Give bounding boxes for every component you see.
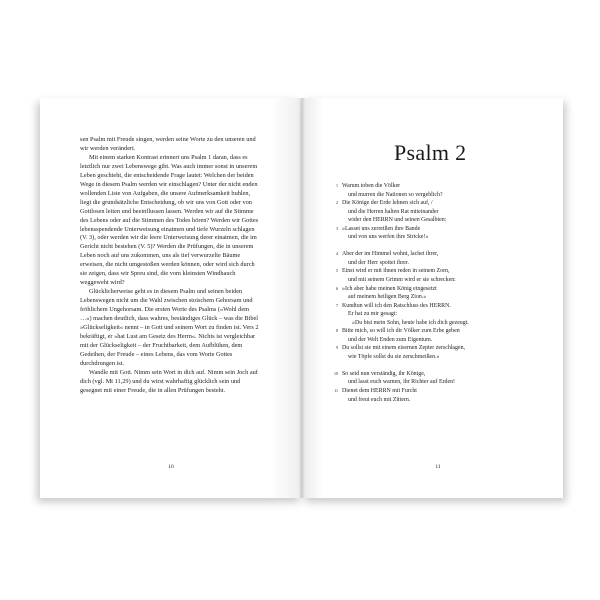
paragraph: Mit einem starken Kontrast erinnert uns Psalm 1 daran, dass es letztlich nur zwei Lebenswege gibt. Was auch immer sonst in unserem Leben geschieht, die entscheidende Frage lautet: Welchen der beiden Wege in diesem Psalm werden wir einschlagen? Unter der nicht enden wollenden Liste von Aufgaben, die unsere Aufmerksamkeit buhlen, liegt die grundsätzliche Entscheidung, ob wir uns von Gott oder von Gottlosen leiten und beeinflussen lassen. Werden wir auf die Stimme des Lebens oder auf die Stimmen des Todes hören? Werden wir Gottes lebensspendende Unterweisung einatmen und tiefe Wurzeln schlagen (V. 3), oder werden wir die leere Unterweisung derer einatmen, die im Gericht nicht bestehen (V. 5)? Werden die Prüfungen, die in unserem Leben noch auf uns zukommen, uns als tief verwurzelte Bäume erweisen, die nicht umgestoßen werden können, oder wird sich durch sie zeigen, dass wir Spreu sind, die vom kleinsten Windhauch weggeweht wird? xyxy=(80,153,259,287)
verse-line xyxy=(330,302,550,311)
verse-line xyxy=(330,199,550,208)
verse-text: Aber der im Himmel wohnt, lachet ihrer, xyxy=(342,251,439,258)
verse-number: 9 xyxy=(336,345,338,351)
verse-stanza xyxy=(330,370,550,404)
verse-text: und der Herr spottet ihrer. xyxy=(348,259,410,266)
verse-line xyxy=(330,216,550,225)
verse-line xyxy=(330,285,550,294)
verse-text: und mit seinem Grimm wird er sie schrecken: xyxy=(348,276,456,283)
verse-line xyxy=(330,344,550,353)
verse-line xyxy=(330,370,550,379)
verse-number: 6 xyxy=(336,285,338,291)
verse-text: Er hat zu mir gesagt: xyxy=(348,311,398,318)
verse-text: wie Töpfe sollst du sie zerschmeißen.« xyxy=(348,353,440,360)
verse-text: Du sollst sie mit einem eisernen Zepter zerschlagen, xyxy=(342,345,466,352)
verse-text: Die Könige der Erde lehnen sich auf, / xyxy=(342,200,433,207)
verse-text: Warum toben die Völker xyxy=(342,183,401,189)
verse-line xyxy=(330,310,550,319)
verse-text: Bitte mich, so will ich dir Völker zum Erbe geben xyxy=(342,328,460,335)
verse-number: 7 xyxy=(336,302,338,308)
right-page xyxy=(302,98,563,498)
verse-number: 10 xyxy=(334,370,338,376)
verse-line xyxy=(330,225,550,234)
verse-number: 11 xyxy=(334,388,338,394)
verse-text: »Du bist mein Sohn, heute habe ich dich gezeugt. xyxy=(352,319,469,326)
paragraph: sen Psalm mit Freude singen, werden seine Worte zu den unseren und wir werden verändert. xyxy=(80,136,256,152)
verse-line xyxy=(330,250,550,259)
verse-line xyxy=(330,319,550,328)
verse-text: »Ich aber habe meinen König eingesetzt xyxy=(342,285,437,292)
verse-line xyxy=(330,276,550,285)
verse-line xyxy=(330,233,550,242)
verse-number: 2 xyxy=(336,200,338,206)
verse-text: und murren die Nationen so vergeblich? xyxy=(348,191,443,198)
book-gutter xyxy=(299,98,305,498)
commentary-text xyxy=(80,136,262,396)
verse-text: Einst wird er mit ihnen reden in seinem Zorn, xyxy=(342,268,450,275)
verse-stanza xyxy=(330,250,550,361)
verse-text: und die Herren halten Rat miteinander xyxy=(348,208,439,215)
verse-text: und von uns werfen ihre Stricke!« xyxy=(348,234,429,241)
verse-text: und lasst euch warnen, ihr Richter auf Erden! xyxy=(348,379,455,386)
verse-line xyxy=(330,191,550,200)
paragraph: Glücklicherweise geht es in diesem Psalm und seinen beiden Lebenswegen nicht um die Wahl zwischen stoischem Gehorsam und fröhlichem Ungehorsam. Die ersten Worte des Psalms (»Wohl dem …«) machen deutlich, dass wahres, beständiges Glück – was die Bibel »Glückseligkeit« nennt – in Gott und seinem Wort zu finden ist. Vers 2 bekräftigt, er »hat Lust am Gesetz des Herrn«. Nichts ist vergleichbar mit der Glückseligkeit – der Fruchtbarkeit, dem Aufblühen, dem Gedeihen, der Freude – eines Lebens, das vom Worte Gottes durchdrungen ist. xyxy=(80,288,259,367)
verse-text: »Lasset uns zerreißen ihre Bande xyxy=(342,225,421,232)
verse-line xyxy=(330,267,550,276)
verse-text: Kundtun will ich den Ratschluss des HERRN. xyxy=(342,302,451,309)
verse-number: 1 xyxy=(336,183,338,188)
psalm-verses xyxy=(330,182,550,413)
verse-line xyxy=(330,208,550,217)
psalm-title: Psalm 2 xyxy=(394,140,467,165)
verse-line xyxy=(330,353,550,362)
verse-line xyxy=(330,327,550,336)
book-spread xyxy=(40,98,563,498)
left-page xyxy=(40,98,302,498)
verse-stanza xyxy=(330,182,550,242)
verse-line xyxy=(330,396,550,405)
verse-text: wider den HERRN und seinen Gesalbten: xyxy=(348,217,447,224)
verse-text: Dienet dem HERRN mit Furcht xyxy=(342,388,417,395)
verse-line xyxy=(330,387,550,396)
verse-text: auf meinem heiligen Berg Zion.« xyxy=(348,294,427,301)
verse-number: 3 xyxy=(336,225,338,231)
verse-number: 5 xyxy=(336,268,338,274)
verse-line xyxy=(330,293,550,302)
page-number-left: 10 xyxy=(168,464,174,470)
verse-text: So seid nun verständig, ihr Könige, xyxy=(342,370,426,377)
verse-line xyxy=(330,336,550,345)
verse-text: und freut euch mit Zittern. xyxy=(348,396,411,403)
paragraph: Wandle mit Gott. Nimm sein Wort in dich auf. Nimm sein Joch auf dich (vgl. Mt 11,29) und du wirst wahrhaftig glücklich sein und gesegnet mit einer Freude, die in allen Prüfungen besteht. xyxy=(80,368,258,394)
verse-number: 8 xyxy=(336,328,338,334)
verse-line xyxy=(330,378,550,387)
verse-line xyxy=(330,259,550,268)
verse-number: 4 xyxy=(336,251,338,257)
verse-text: und der Welt Enden zum Eigentum. xyxy=(348,336,433,343)
verse-line xyxy=(330,182,550,191)
page-number-right: 11 xyxy=(435,464,441,470)
